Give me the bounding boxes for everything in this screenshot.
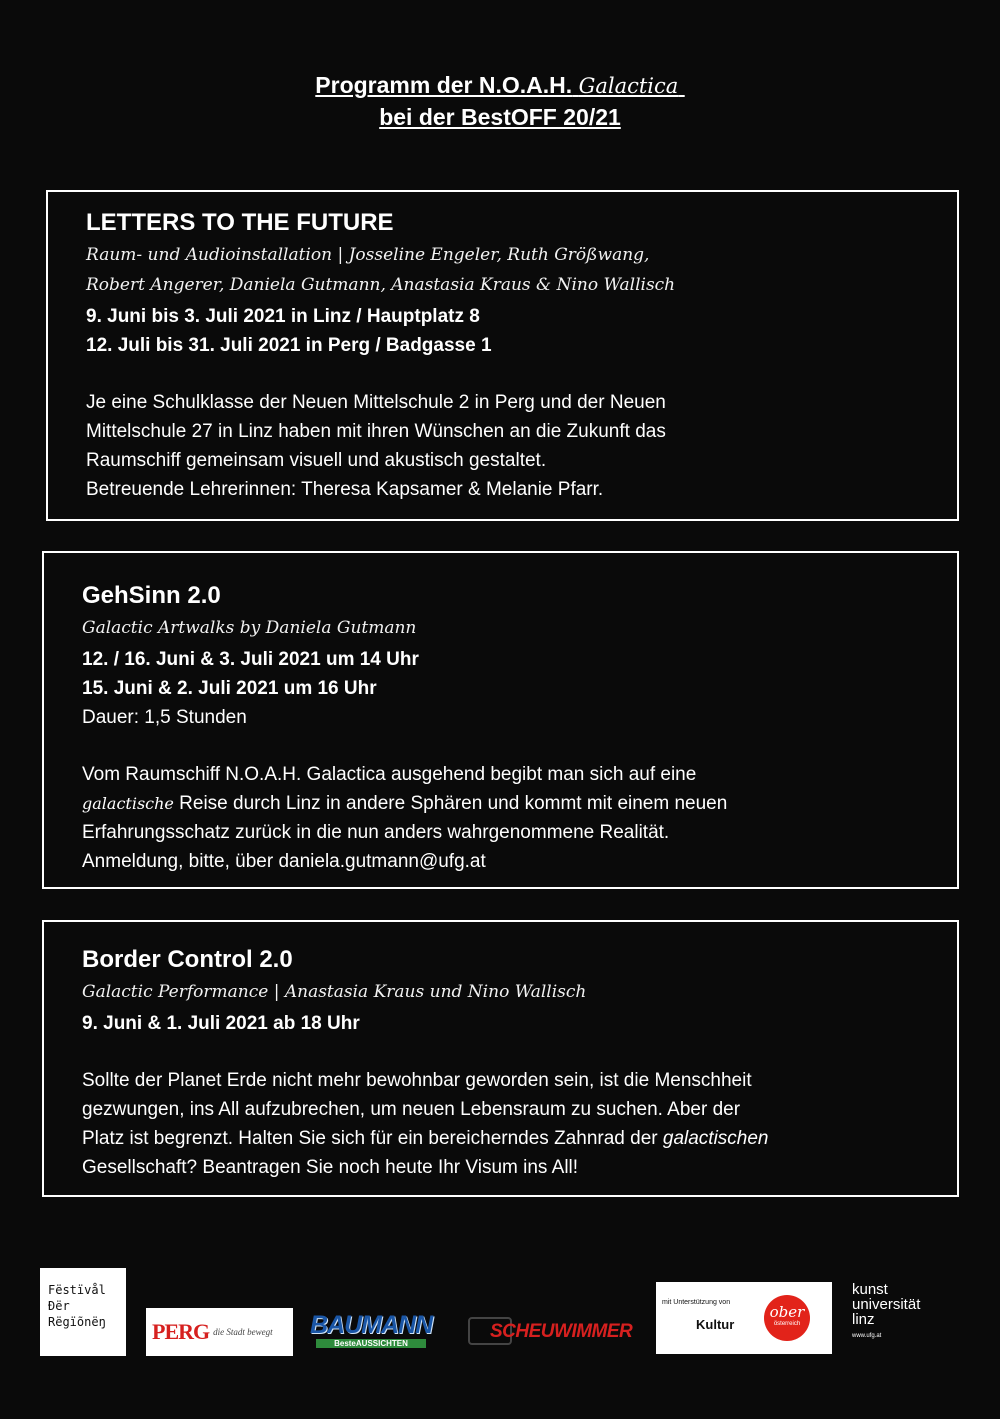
title-line-1 xyxy=(0,70,1000,102)
event-duration: Dauer: 1,5 Stunden xyxy=(82,707,247,728)
description-line: Platz ist begrenzt. Halten Sie sich für ein bereicherndes Zahnrad der xyxy=(82,1128,663,1149)
logo-text: mit Unterstützung von xyxy=(662,1299,731,1306)
scheuwimmer-logo xyxy=(468,1313,648,1353)
event-date: 12. Juli bis 31. Juli 2021 in Perg / Badgasse 1 xyxy=(86,335,492,356)
description-galactische: galactische xyxy=(82,794,174,813)
registration-line: Anmeldung, bitte, über daniela.gutmann@ufg.at xyxy=(82,851,486,872)
description-line: Betreuende Lehrerinnen: Theresa Kapsamer & Melanie Pfarr. xyxy=(86,479,604,500)
event-dates xyxy=(82,645,919,703)
description-line: Mittelschule 27 in Linz haben mit ihren Wünschen an die Zukunft das xyxy=(86,421,666,442)
event-title: LETTERS TO THE FUTURE xyxy=(86,209,394,236)
logo-text: kunst xyxy=(852,1281,888,1298)
logo-text: ober xyxy=(769,1303,805,1321)
logo-text: Fëstïvål xyxy=(48,1283,106,1297)
event-date: 9. Juni & 1. Juli 2021 ab 18 Uhr xyxy=(82,1013,360,1034)
oberoesterreich-kultur-logo xyxy=(656,1282,832,1354)
event-card-border-control xyxy=(42,920,959,1197)
sponsor-logos xyxy=(38,1265,958,1365)
event-dates xyxy=(86,302,919,360)
event-description xyxy=(82,760,919,876)
event-subtitle: Galactic Artwalks by Daniela Gutmann xyxy=(82,618,417,638)
event-title: GehSinn 2.0 xyxy=(82,582,221,609)
logo-text: österreich xyxy=(773,1321,801,1327)
oberoesterreich-emblem xyxy=(764,1295,810,1341)
logo-text: universität xyxy=(852,1296,921,1313)
title-main-text: Programm der N.O.A.H. xyxy=(315,72,573,98)
logo-text: PERG xyxy=(152,1319,210,1344)
logo-text: SCHEUWIMMER xyxy=(490,1321,633,1342)
logo-text: BesteAUSSICHTEN xyxy=(316,1339,426,1348)
event-subtitle: Raum- und Audioinstallation | Josseline Engeler, Ruth Größwang, xyxy=(86,245,650,265)
description-line: Raumschiff gemeinsam visuell und akustisch gestaltet. xyxy=(86,450,547,471)
event-card-gehsinn xyxy=(42,551,959,889)
logo-text: Rëgïõnëŋ xyxy=(48,1315,106,1329)
logo-text: Ðër xyxy=(48,1299,70,1313)
logo-text: Kultur xyxy=(696,1317,735,1332)
page-title xyxy=(0,70,1000,133)
logo-text: linz xyxy=(852,1311,875,1328)
description-line: Vom Raumschiff N.O.A.H. Galactica ausgehend begibt man sich auf eine xyxy=(82,764,697,785)
event-date: 12. / 16. Juni & 3. Juli 2021 um 14 Uhr xyxy=(82,649,419,670)
event-date: 9. Juni bis 3. Juli 2021 in Linz / Hauptplatz 8 xyxy=(86,306,480,327)
kunstuniversitaet-linz-logo xyxy=(852,1282,952,1362)
logo-text: die Stadt bewegt xyxy=(213,1327,273,1337)
event-description xyxy=(86,388,919,504)
event-dates xyxy=(82,1009,919,1038)
title-galactica: Galactica xyxy=(578,74,679,98)
description-galactischen: galactischen xyxy=(662,1128,769,1149)
description-line: Reise durch Linz in andere Sphären und kommt mit einem neuen xyxy=(173,793,728,814)
title-line-2: bei der BestOFF 20/21 xyxy=(379,104,621,130)
event-card-letters xyxy=(46,190,959,521)
perg-logo xyxy=(146,1308,293,1356)
event-date: 15. Juni & 2. Juli 2021 um 16 Uhr xyxy=(82,678,377,699)
description-line: gezwungen, ins All aufzubrechen, um neuen Lebensraum zu suchen. Aber der xyxy=(82,1099,741,1120)
festival-der-regionen-logo xyxy=(40,1268,126,1356)
logo-url: www.ufg.at xyxy=(852,1333,882,1339)
logo-text: BAUMANN xyxy=(310,1311,433,1339)
baumann-logo xyxy=(310,1311,458,1351)
description-line: Sollte der Planet Erde nicht mehr bewohnbar geworden sein, ist die Menschheit xyxy=(82,1070,752,1091)
description-line: Gesellschaft? Beantragen Sie noch heute Ihr Visum ins All! xyxy=(82,1157,579,1178)
event-description xyxy=(82,1066,919,1182)
event-subtitle: Robert Angerer, Daniela Gutmann, Anastasia Kraus & Nino Wallisch xyxy=(86,275,676,295)
event-title: Border Control 2.0 xyxy=(82,946,293,973)
event-subtitle: Galactic Performance | Anastasia Kraus und Nino Wallisch xyxy=(82,982,587,1002)
description-line: Erfahrungsschatz zurück in die nun anders wahrgenommene Realität. xyxy=(82,822,670,843)
description-line: Je eine Schulklasse der Neuen Mittelschule 2 in Perg und der Neuen xyxy=(86,392,666,413)
